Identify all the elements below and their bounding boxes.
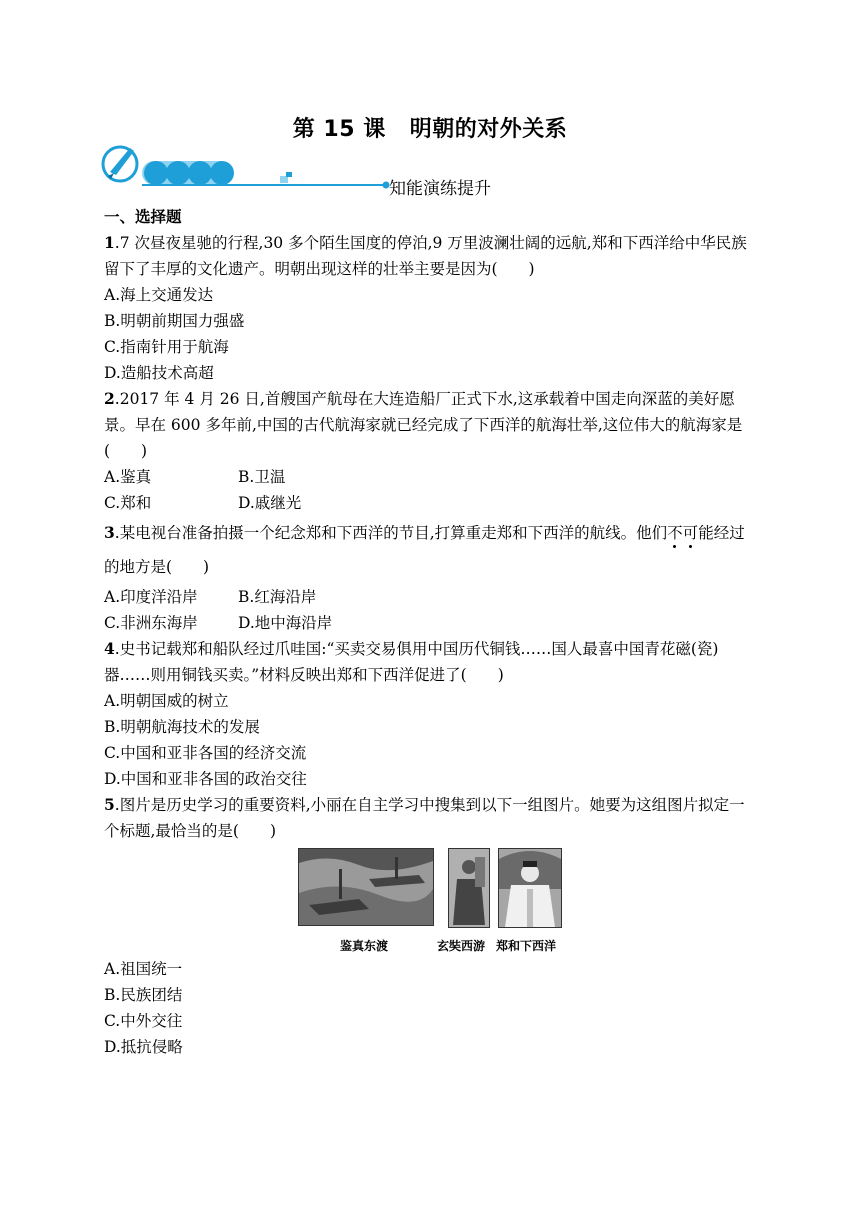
question-stem-end: 能经过的地方是( ) (104, 524, 745, 576)
lesson-number: 第 15 课 (292, 117, 386, 142)
emphasis-char: 可 (682, 524, 699, 542)
jianzhen-painting (298, 848, 434, 926)
xuanzang-figure (448, 848, 490, 928)
option-c: C.郑和 (104, 494, 152, 512)
question-number: 3 (104, 523, 115, 542)
question-5 (104, 792, 756, 844)
option-a: A.海上交通发达 (104, 286, 214, 304)
question-stem: .7 次昼夜星驰的行程,30 多个陌生国度的停泊,9 万里波澜壮阔的远航,郑和下西洋给中华民族留下了丰厚的文化遗产。明朝出现这样的壮举主要是因为( ) (104, 234, 747, 278)
option-b: B.卫温 (238, 468, 286, 486)
question-stem: .史书记载郑和船队经过爪哇国:“买卖交易俱用中国历代铜钱……国人最喜中国青花磁(瓷)器……则用铜钱买卖。”材料反映出郑和下西洋促进了( ) (104, 640, 719, 684)
question-number: 4 (104, 639, 115, 658)
question-3 (104, 516, 756, 584)
option-c: C.指南针用于航海 (104, 338, 229, 356)
caption-xuanzang: 玄奘西游 (437, 939, 486, 953)
question-1 (104, 230, 756, 282)
question-stem: .某电视台准备拍摄一个纪念郑和下西洋的节目,打算重走郑和下西洋的航线。他们 (114, 524, 668, 542)
option-row (104, 610, 756, 636)
option-b: B.明朝航海技术的发展 (104, 718, 260, 736)
question-stem: .2017 年 4 月 26 日,首艘国产航母在大连造船厂正式下水,这承载着中国走向深蓝的美好愿景。早在 600 多年前,中国的古代航海家就已经完成了下西洋的航海壮举,这位伟大的航海家是( ) (104, 390, 743, 460)
option-d: D.造船技术高超 (104, 364, 214, 382)
option-d: D.抵抗侵略 (104, 1038, 183, 1056)
page-title (0, 112, 860, 143)
option-c: C.中国和亚非各国的经济交流 (104, 744, 307, 762)
picture-group (104, 846, 756, 954)
option-d: D.戚继光 (238, 494, 302, 512)
option-c: C.中外交往 (104, 1012, 183, 1030)
option-b: B.红海沿岸 (238, 588, 317, 606)
option-a: A.祖国统一 (104, 960, 183, 978)
option-a: A.明朝国威的树立 (104, 692, 229, 710)
option-d: D.中国和亚非各国的政治交往 (104, 770, 307, 788)
banner-label: 知能演练提升 (389, 179, 491, 199)
emphasis-char: 不 (667, 524, 683, 542)
caption-jianzhen: 鉴真东渡 (340, 939, 389, 953)
option-b: B.明朝前期国力强盛 (104, 312, 245, 330)
question-number: 5 (104, 795, 115, 814)
option-d: D.地中海沿岸 (238, 614, 333, 632)
option-row (104, 490, 756, 516)
question-4 (104, 636, 756, 688)
option-c: C.非洲东海岸 (104, 614, 198, 632)
lesson-name: 明朝的对外关系 (409, 117, 568, 142)
caption-zhenghe: 郑和下西洋 (496, 939, 557, 953)
option-a: A.鉴真 (104, 468, 152, 486)
section-heading: 一、选择题 (104, 208, 182, 226)
option-b: B.民族团结 (104, 986, 183, 1004)
question-2 (104, 386, 756, 464)
question-number: 1 (104, 233, 115, 252)
option-a: A.印度洋沿岸 (104, 588, 198, 606)
question-number: 2 (104, 389, 115, 408)
zhenghe-statue (498, 848, 562, 928)
question-stem: .图片是历史学习的重要资料,小丽在自主学习中搜集到以下一组图片。她要为这组图片拟定一个标题,最恰当的是( ) (104, 796, 745, 840)
option-row (104, 584, 756, 610)
worksheet-body (104, 204, 756, 1060)
option-row (104, 464, 756, 490)
